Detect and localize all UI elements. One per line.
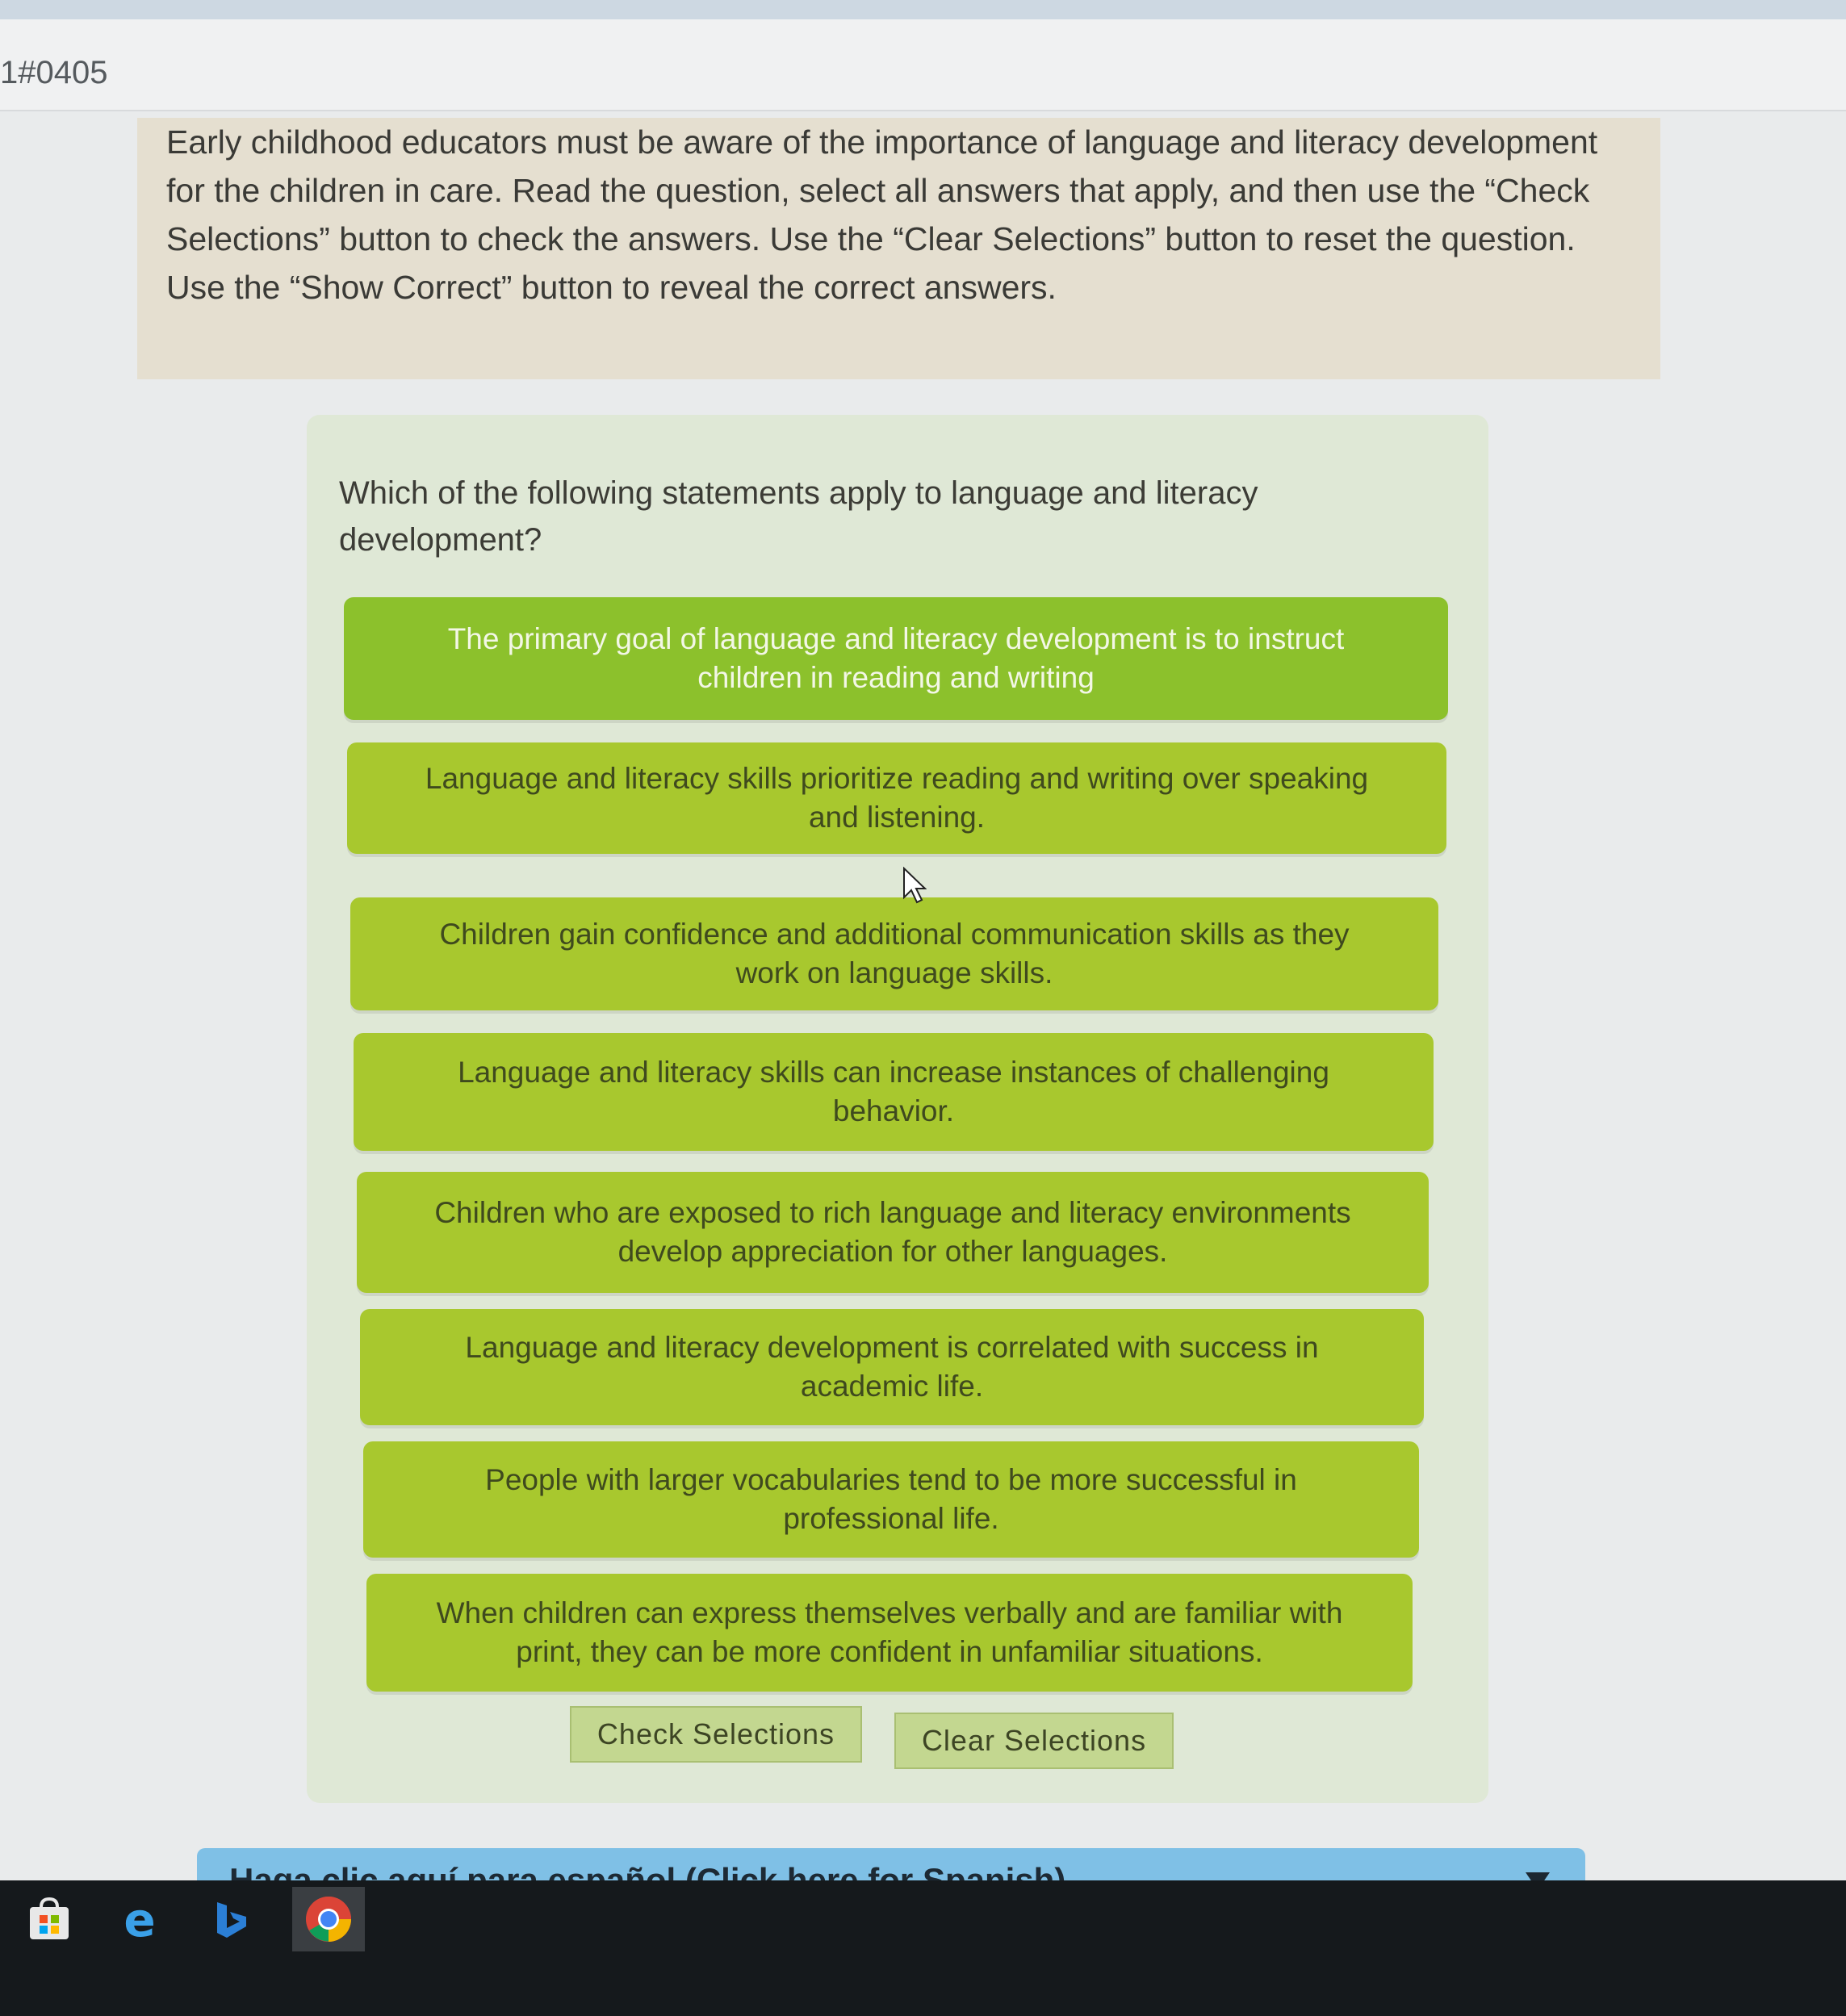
bing-icon[interactable] [202,1892,258,1948]
answer-option-6[interactable]: Language and literacy development is correlated with success in academic life. [360,1309,1424,1425]
tab-strip [0,19,1846,111]
clear-selections-button[interactable]: Clear Selections [894,1713,1174,1769]
window-top-bar [0,0,1846,19]
answer-option-3[interactable]: Children gain confidence and additional communication skills as they work on language skills. [350,897,1438,1010]
answer-option-5[interactable]: Children who are exposed to rich language and literacy environments develop appreciation for other languages. [357,1172,1429,1293]
svg-text:e: e [123,1896,156,1944]
edge-icon[interactable] [111,1892,168,1948]
chrome-icon[interactable] [292,1887,365,1951]
answer-option-8[interactable]: When children can express themselves verbally and are familiar with print, they can be more confident in unfamiliar situations. [366,1574,1413,1692]
question-text: Which of the following statements apply to language and literacy development? [339,475,1258,558]
store-icon[interactable] [21,1892,77,1948]
instructions-text: Early childhood educators must be aware of the importance of language and literacy development for the children in care. Read the question, select all answers that apply, and then use the “Check Selections” button to check the answers. Use the “Clear Selections” button to reset the question. Use the “Show Correct” button to reveal the correct answers. [166,123,1598,306]
answer-option-7[interactable]: People with larger vocabularies tend to be more successful in professional life. [363,1441,1419,1558]
mouse-cursor-icon [902,867,927,904]
answer-option-2[interactable]: Language and literacy skills prioritize reading and writing over speaking and listening. [347,742,1446,854]
answer-option-4[interactable]: Language and literacy skills can increase instances of challenging behavior. [354,1033,1434,1151]
taskbar [0,1880,1846,2016]
check-selections-button[interactable]: Check Selections [570,1706,862,1763]
answer-option-1[interactable]: The primary goal of language and literacy development is to instruct children in reading and writing [344,597,1448,720]
tab-title[interactable]: 1#0405 [0,55,108,90]
instructions-box [137,118,1660,379]
